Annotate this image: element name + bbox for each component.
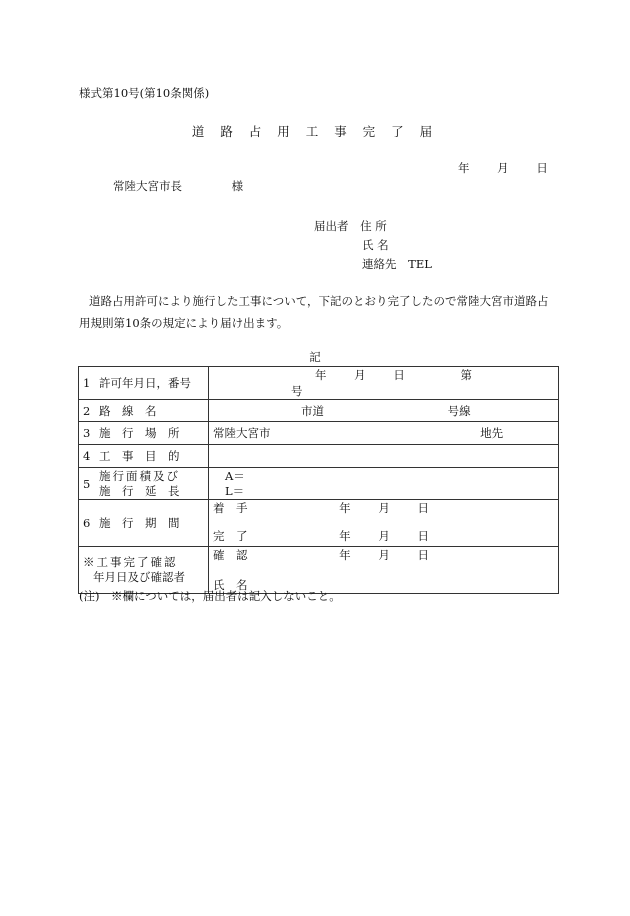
addressee-name: 常陸大宮市長 — [113, 179, 182, 193]
location-label-cell — [79, 422, 209, 445]
end-row — [213, 529, 554, 544]
route-label-cell — [79, 400, 209, 422]
permit-year: 年 — [315, 368, 327, 382]
tel-label: TEL — [408, 257, 432, 271]
confirm-day: 日 — [417, 548, 429, 562]
period-label-cell — [79, 500, 209, 547]
ki-label: 記 — [309, 350, 321, 364]
footnote: (注) ※欄については，届出者は記入しないこと。 — [79, 589, 341, 603]
location-label: 施 行 場 所 — [99, 426, 180, 440]
permit-label: 許可年月日，番号 — [99, 376, 191, 390]
end-day: 日 — [417, 529, 429, 543]
table-row-confirmation — [79, 547, 559, 594]
route-label: 路 線 名 — [99, 403, 157, 418]
applicant-contact-row — [314, 255, 432, 274]
end-year: 年 — [339, 529, 351, 543]
start-day: 日 — [417, 501, 429, 515]
end-label: 完 了 — [213, 529, 248, 543]
confirmer-name-label: 氏 名 — [213, 578, 248, 592]
purpose-label: 工 事 目 的 — [99, 449, 180, 463]
permit-go: 号 — [291, 384, 303, 398]
row-number: 4 — [83, 449, 91, 463]
city-road-label: 市道 — [301, 403, 324, 418]
document-title: 道 路 占 用 工 事 完 了 届 — [191, 124, 439, 139]
location-value-cell[interactable] — [209, 422, 559, 445]
area-length-label-cell — [79, 468, 209, 500]
permit-dai: 第 — [460, 368, 472, 382]
table-row-permit — [79, 367, 559, 400]
route-value-cell[interactable] — [209, 400, 559, 422]
table-row-area-length — [79, 468, 559, 500]
addressee-honorific: 様 — [231, 179, 244, 193]
table-row-purpose — [79, 445, 559, 468]
applicant-block — [314, 217, 432, 274]
permit-month: 月 — [354, 368, 366, 382]
permit-value-cell[interactable] — [209, 367, 559, 400]
permit-day: 日 — [393, 368, 405, 382]
period-label: 施 行 期 間 — [99, 516, 180, 530]
row-number: 2 — [83, 403, 91, 418]
body-text: 道路占用許可により施行した工事について，下記のとおり完了したので常陸大宮市道路占用規則第10条の規定により届け出ます。 — [79, 294, 549, 330]
purpose-value-cell[interactable] — [209, 445, 559, 468]
row-number: 3 — [83, 426, 91, 440]
confirm-row — [213, 548, 554, 563]
table-row-location — [79, 422, 559, 445]
address-label: 住 所 — [360, 219, 387, 233]
completion-form-table — [78, 366, 559, 594]
confirmation-label-cell — [79, 547, 209, 594]
length-label: 施 行 延 長 — [99, 483, 180, 498]
applicant-name-row — [314, 236, 432, 255]
end-month: 月 — [378, 529, 390, 543]
row-number: 1 — [83, 376, 91, 390]
length-value: L＝ — [225, 483, 245, 498]
row-number: 5 — [83, 476, 91, 491]
confirmation-label: ※工事完了確認 — [83, 555, 178, 569]
form-number: 様式第10号(第10条関係) — [79, 86, 210, 100]
purpose-label-cell — [79, 445, 209, 468]
confirm-label: 確 認 — [213, 548, 248, 562]
date-year: 年 — [458, 161, 470, 175]
name-label: 氏 名 — [362, 238, 389, 252]
table-row-route — [79, 400, 559, 422]
row-number: 6 — [83, 516, 91, 530]
confirmer-label: 年月日及び確認者 — [93, 570, 185, 584]
confirm-month: 月 — [378, 548, 390, 562]
start-year: 年 — [339, 501, 351, 515]
confirmation-value-cell[interactable] — [209, 547, 559, 594]
start-label: 着 手 — [213, 501, 248, 515]
table-row-period — [79, 500, 559, 547]
start-month: 月 — [378, 501, 390, 515]
contact-label: 連絡先 — [362, 257, 397, 271]
area-length-value-cell[interactable] — [209, 468, 559, 500]
applicant-label: 届出者 — [314, 219, 349, 233]
period-value-cell[interactable] — [209, 500, 559, 547]
confirm-year: 年 — [339, 548, 351, 562]
date-day: 日 — [536, 161, 548, 175]
submission-date — [458, 160, 548, 176]
route-number-label: 号線 — [447, 403, 471, 418]
applicant-address-row — [314, 217, 432, 236]
location-city: 常陸大宮市 — [213, 426, 271, 440]
area-label: 施行面積及び — [99, 468, 180, 483]
date-month: 月 — [497, 161, 509, 175]
start-row — [213, 501, 554, 516]
area-value: A＝ — [225, 468, 245, 483]
addressee — [113, 178, 243, 194]
location-area: 地先 — [480, 426, 504, 440]
permit-label-cell — [79, 367, 209, 400]
